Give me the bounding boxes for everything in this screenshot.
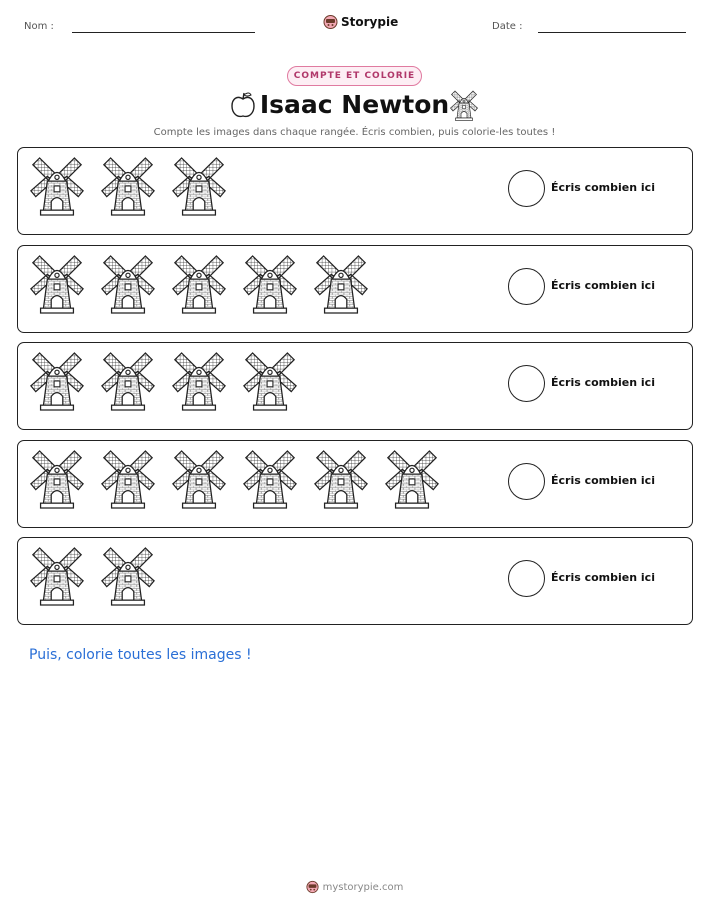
storypie-logo-icon <box>306 880 319 894</box>
windmill-icon <box>99 154 157 218</box>
site-url[interactable]: mystorypie.com <box>322 881 404 893</box>
windmill-icon <box>28 252 86 316</box>
windmill-icon <box>28 154 86 218</box>
windmill-icon <box>99 349 157 413</box>
name-label: Nom : <box>24 21 54 32</box>
write-count-label: Écris combien ici <box>551 376 655 389</box>
instructions: Compte les images dans chaque rangée. Écris combien, puis colorie-les toutes ! <box>153 127 556 138</box>
windmill-icon <box>241 349 299 413</box>
windmill-icon <box>170 252 228 316</box>
windmill-icon <box>312 447 370 511</box>
windmill-icon <box>241 252 299 316</box>
count-row-3 <box>17 342 693 430</box>
windmill-icon <box>28 349 86 413</box>
page-title: Isaac Newton <box>259 90 450 119</box>
brand <box>323 14 398 30</box>
answer-circle[interactable] <box>508 268 545 305</box>
answer-circle[interactable] <box>508 463 545 500</box>
windmill-icon <box>28 447 86 511</box>
name-field-line[interactable] <box>72 32 255 33</box>
storypie-logo-icon <box>323 14 338 30</box>
count-row-1 <box>17 147 693 235</box>
answer-circle[interactable] <box>508 560 545 597</box>
brand-name: Storypie <box>341 15 399 29</box>
write-count-label: Écris combien ici <box>551 181 655 194</box>
windmill-icon <box>170 349 228 413</box>
write-count-label: Écris combien ici <box>551 279 655 292</box>
windmill-icon <box>99 544 157 608</box>
windmill-icon <box>241 447 299 511</box>
windmill-icon <box>312 252 370 316</box>
date-label: Date : <box>492 21 523 32</box>
activity-badge: COMPTE ET COLORIE <box>287 66 422 86</box>
write-count-label: Écris combien ici <box>551 571 655 584</box>
count-row-2 <box>17 245 693 333</box>
color-instruction: Puis, colorie toutes les images ! <box>29 647 252 663</box>
windmill-icon <box>170 447 228 511</box>
date-field-line[interactable] <box>538 32 686 33</box>
site-footer <box>0 880 709 894</box>
windmill-icon <box>99 447 157 511</box>
windmill-icon <box>28 544 86 608</box>
windmill-icon <box>170 154 228 218</box>
write-count-label: Écris combien ici <box>551 474 655 487</box>
answer-circle[interactable] <box>508 365 545 402</box>
count-row-5 <box>17 537 693 625</box>
windmill-icon <box>99 252 157 316</box>
count-row-4 <box>17 440 693 528</box>
answer-circle[interactable] <box>508 170 545 207</box>
windmill-icon <box>383 447 441 511</box>
windmill-icon <box>449 89 479 122</box>
